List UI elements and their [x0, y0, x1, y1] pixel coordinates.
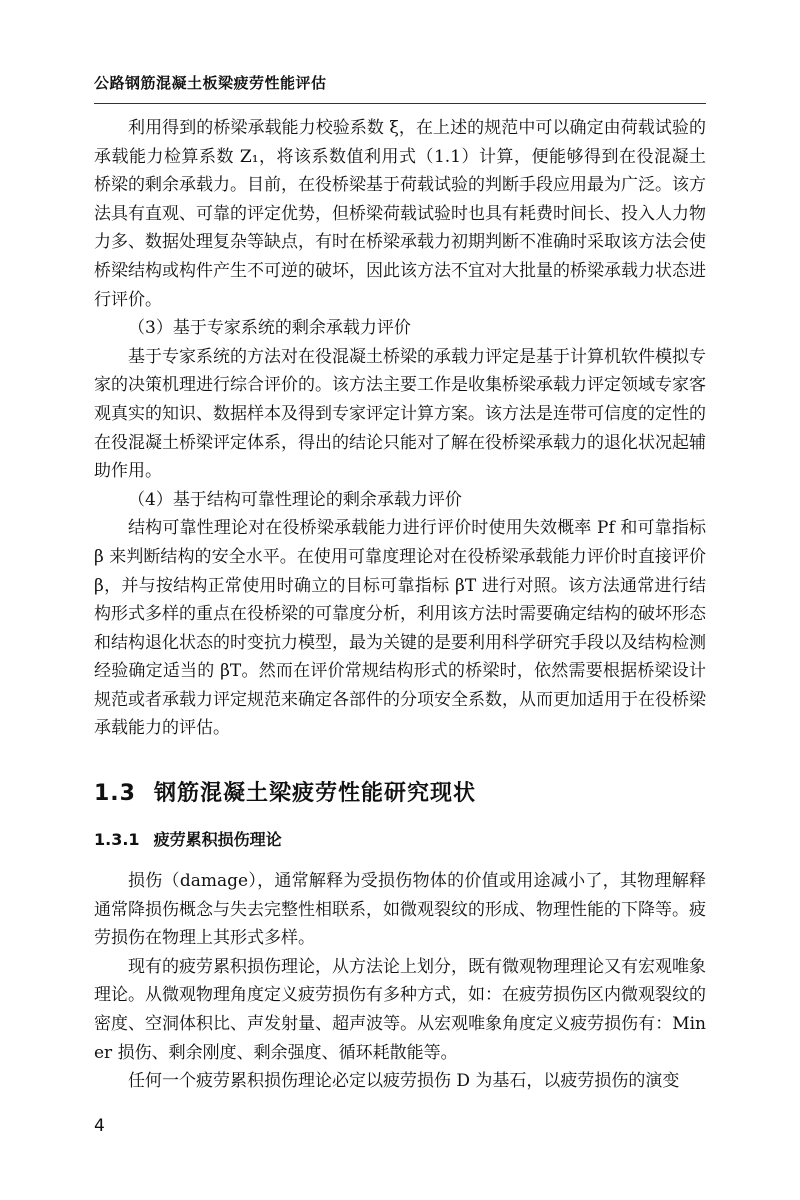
paragraph-damage-theories: 现有的疲劳累积损伤理论，从方法论上划分，既有微观物理理论又有宏观唯象理论。从微观物理角度定义疲劳损伤有多种方式，如：在疲劳损伤区内微观裂纹的密度、空洞体积比、声发射量、超声波等。从宏观唯象角度定义疲劳损伤有：Miner 损伤、剩余刚度、剩余强度、循环耗散能等。 — [94, 956, 706, 1063]
page-number: 4 — [94, 1116, 105, 1136]
subsection-number: 1.3.1 — [94, 830, 140, 850]
paragraph-load-test: 利用得到的桥梁承载能力校验系数 ξ，在上述的规范中可以确定由荷载试验的承载能力检算系数 Z₁，将该系数值利用式（1.1）计算，便能够得到在役混凝土桥梁的剩余承载力。目前，在役桥梁基于荷载试验的判断手段应用最为广泛。该方法具有直观、可靠的评定优势，但桥梁荷载试验时也具有耗费时间长、投入人力物力多、数据处理复杂等缺点，有时在桥梁承载力初期判断不准确时采取该方法会使桥梁结构或构件产生不可逆的破坏，因此该方法不宜对大批量的桥梁承载力状态进行评价。 — [94, 118, 706, 310]
section-heading — [94, 779, 706, 809]
subsection-title: 疲劳累积损伤理论 — [153, 830, 282, 850]
subheading-reliability: （4）基于结构可靠性理论的剩余承载力评价 — [128, 489, 462, 510]
paragraph-expert-system: 基于专家系统的方法对在役混凝土桥梁的承载力评定是基于计算机软件模拟专家的决策机理进行综合评价的。该方法主要工作是收集桥梁承载力评定领域专家客观真实的知识、数据样本及得到专家评定计算方案。该方法是连带可信度的定性的在役混凝土桥梁评定体系，得出的结论只能对了解在役桥梁承载力的退化状况起辅助作用。 — [94, 346, 706, 482]
running-header: 公路钢筋混凝土板梁疲劳性能评估 — [94, 74, 327, 92]
header-rule — [94, 103, 706, 104]
paragraph-damage-basis: 任何一个疲劳累积损伤理论必定以疲劳损伤 D 为基石，以疲劳损伤的演变 — [128, 1071, 680, 1092]
page-body — [94, 114, 706, 1096]
paragraph-reliability: 结构可靠性理论对在役桥梁承载能力进行评价时使用失效概率 Pf 和可靠指标 β 来判断结构的安全水平。在使用可靠度理论对在役桥梁承载能力评价时直接评价 β，并与按结构正常使用时确立的目标可靠指标 βT 进行对照。该方法通常进行结构形式多样的重点在役桥梁的可靠度分析，利用该方法时需要确定结构的破坏形态和结构退化状态的时变抗力模型，最为关键的是要利用科学研究手段以及结构检测经验确定适当的 βT。然而在评价常规结构形式的桥梁时，依然需要根据桥梁设计规范或者承载力评定规范来确定各部件的分项安全系数，从而更加适用于在役桥梁承载能力的评估。 — [94, 518, 706, 739]
subsection-heading — [94, 827, 706, 853]
section-title: 钢筋混凝土梁疲劳性能研究现状 — [153, 781, 476, 807]
subheading-expert-system: （3）基于专家系统的剩余承载力评价 — [128, 318, 411, 339]
paragraph-damage-definition: 损伤（damage），通常解释为受损伤物体的价值或用途减小了，其物理解释通常降损伤概念与失去完整性相联系，如微观裂纹的形成、物理性能的下降等。疲劳损伤在物理上其形式多样。 — [94, 871, 706, 949]
section-number: 1.3 — [94, 781, 136, 807]
